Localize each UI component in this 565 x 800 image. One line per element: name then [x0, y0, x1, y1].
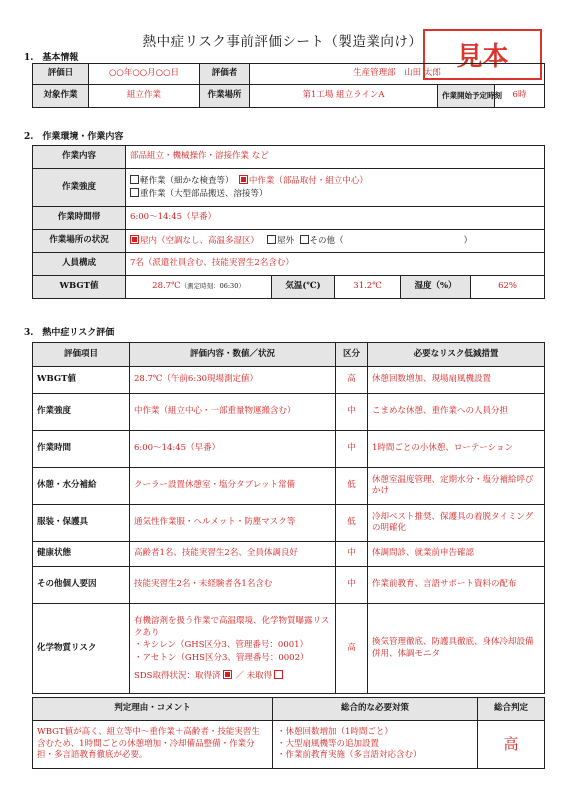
- start-value: 6時: [495, 85, 545, 108]
- risk-measure: 休憩室温度管理、定期水分・塩分補給呼びかけ: [368, 468, 545, 505]
- sds-status: SDS取得状況：取得済: [134, 670, 221, 681]
- opt-other: その他（: [309, 235, 344, 246]
- content-label: 作業内容: [33, 146, 126, 169]
- staff-label: 人員構成: [33, 253, 126, 276]
- risk-item: 作業強度: [33, 394, 130, 431]
- chem-line2: ・キシレン（GHS区分3、管理番号：0001）: [134, 640, 309, 651]
- risk-col-level: 区分: [336, 343, 368, 367]
- time-label: 作業時間帯: [33, 207, 126, 230]
- risk-measure: 休憩回数増加、現場扇風機設置: [368, 367, 545, 394]
- evaluator-label: 評価者: [200, 64, 250, 85]
- place-value: 第1工場 組立ラインA: [250, 85, 438, 108]
- risk-measure: こまめな休憩、重作業への人員分担: [368, 394, 545, 431]
- checkbox-sds-not-obtained[interactable]: [274, 670, 283, 679]
- checkbox-light[interactable]: [130, 175, 139, 184]
- risk-level: 低: [336, 505, 368, 542]
- staff-value: 7名（派遣社員含む、技能実習生2名含む）: [126, 253, 545, 276]
- sample-stamp: 見本: [423, 29, 542, 80]
- temp-value: 31.2℃: [335, 276, 401, 299]
- risk-content: 高齢者1名、技能実習生2名、全員体調良好: [130, 542, 336, 567]
- intensity-options: [126, 169, 545, 207]
- checkbox-indoor-checked[interactable]: [130, 235, 139, 244]
- place-label: 作業場所: [200, 85, 250, 108]
- risk-measure: 冷却ベスト推奨、保護具の着脱タイミングの明確化: [368, 505, 545, 542]
- risk-col-measure: 必要なリスク低減措置: [368, 343, 545, 367]
- risk-level-chemical: 高: [336, 604, 368, 694]
- chem-line1: 有機溶剤を扱う作業で高温環境、化学物質曝露リスクあり: [134, 615, 330, 639]
- place-status-label: 作業場所の状況: [33, 230, 126, 253]
- wbgt-value: 28.7℃: [152, 281, 181, 292]
- risk-item-chemical: 化学物質リスク: [33, 604, 130, 694]
- checkbox-heavy[interactable]: [130, 188, 139, 197]
- intensity-label: 作業強度: [33, 169, 126, 207]
- time-value: 6:00～14:45（早番）: [126, 207, 545, 230]
- table-row: [33, 468, 545, 505]
- opt-heavy: 重作業（大型部品搬送、溶接等）: [140, 188, 268, 199]
- table-row-chemical: [33, 604, 545, 694]
- temp-label: 気温(℃): [272, 276, 335, 299]
- opt-medium: 中作業（部品取付・組立中心）: [248, 176, 368, 187]
- risk-content: 通気性作業服・ヘルメット・防塵マスク等: [130, 505, 336, 542]
- risk-level: 中: [336, 431, 368, 468]
- overall-value: 高: [478, 721, 545, 769]
- humidity-value: 62%: [471, 276, 545, 299]
- reason-header: 判定理由・コメント: [33, 698, 273, 721]
- summary-measure-2: ・大型扇風機等の追加設置: [277, 738, 380, 749]
- section-env-heading: 2. 作業環境・作業内容: [24, 132, 124, 142]
- evaluator-value: 生産管理部 山田 太郎: [250, 64, 545, 85]
- work-label: 対象作業: [33, 85, 89, 108]
- content-value: 部品組立・機械操作・溶接作業 など: [126, 146, 545, 169]
- risk-level: 高: [336, 367, 368, 394]
- chem-line3: ・アセトン（GHS区分3、管理番号：0002）: [134, 652, 309, 663]
- risk-content: 中作業（組立中心・一部重量物運搬含む）: [130, 394, 336, 431]
- risk-level: 中: [336, 542, 368, 567]
- opt-outdoor: 屋外: [277, 235, 295, 246]
- risk-item: 服装・保護具: [33, 505, 130, 542]
- section-basic-heading: 1. 基本情報: [24, 53, 79, 63]
- risk-measure: 1時間ごとの小休憩、ローテーション: [368, 431, 545, 468]
- risk-item: 作業時間: [33, 431, 130, 468]
- basic-info-table: [32, 63, 545, 108]
- summary-measure-1: ・休憩回数増加（1時間ごと）: [277, 727, 393, 738]
- risk-measure-chemical: 換気管理徹底、防護具徹底、身体冷却設備併用、体調モニタ: [368, 604, 545, 694]
- wbgt-note: （測定時刻：06:30）: [180, 282, 245, 291]
- date-label: 評価日: [33, 64, 89, 85]
- risk-content: 技能実習生2名・未経験者各1名含む: [130, 567, 336, 604]
- table-row: [33, 431, 545, 468]
- date-value: ○○年○○月○○日: [89, 64, 200, 85]
- table-row: [33, 367, 545, 394]
- section-risk-heading: 3. 熱中症リスク評価: [24, 328, 115, 338]
- reason-text: WBGT値が高く、組立等中～重作業＋高齢者・技能実習生含むため、1時間ごとの休憩増加・冷却備品整備・作業分担・多言語教育徹底が必要。: [33, 721, 273, 769]
- risk-level: 中: [336, 567, 368, 604]
- opt-light: 軽作業（細かな検査等）: [140, 176, 234, 187]
- checkbox-sds-obtained[interactable]: [223, 670, 232, 679]
- risk-col-content: 評価内容・数値／状況: [130, 343, 336, 367]
- risk-level: 中: [336, 394, 368, 431]
- humidity-label: 湿度（%）: [401, 276, 471, 299]
- env-table: [32, 145, 545, 299]
- overall-header: 総合判定: [478, 698, 545, 721]
- summary-table: [32, 697, 545, 769]
- risk-item: 休憩・水分補給: [33, 468, 130, 505]
- risk-item: 健康状態: [33, 542, 130, 567]
- risk-measure: 体調問診、就業前申告確認: [368, 542, 545, 567]
- place-options: [126, 230, 545, 253]
- table-row: [33, 394, 545, 431]
- risk-item: WBGT値: [33, 367, 130, 394]
- checkbox-medium-checked[interactable]: [239, 175, 248, 184]
- risk-level: 低: [336, 468, 368, 505]
- start-label: 作業開始予定時刻: [438, 85, 495, 108]
- opt-other-end: ）: [463, 235, 473, 246]
- risk-table: [32, 342, 545, 694]
- table-row: [33, 567, 545, 604]
- risk-col-item: 評価項目: [33, 343, 130, 367]
- risk-content: クーラー設置休憩室・塩分タブレット常備: [130, 468, 336, 505]
- summary-measure-3: ・作業前教育実施（多言語対応含む）: [277, 750, 422, 761]
- checkbox-outdoor[interactable]: [267, 235, 276, 244]
- risk-measure: 作業前教育、言語サポート資料の配布: [368, 567, 545, 604]
- opt-indoor: 屋内（空調なし、高温多湿区）: [140, 235, 260, 246]
- page-title: 熱中症リスク事前評価シート（製造業向け）: [142, 34, 423, 50]
- measure-header: 総合的な必要対策: [273, 698, 478, 721]
- risk-content: 6:00～14:45（早番）: [130, 431, 336, 468]
- risk-content: 28.7℃（午前6:30現場測定値）: [130, 367, 336, 394]
- sds-not-obtained: ／ 未取得: [235, 670, 273, 681]
- risk-item: その他個人要因: [33, 567, 130, 604]
- checkbox-other[interactable]: [300, 235, 309, 244]
- wbgt-label: WBGT値: [33, 276, 126, 299]
- table-row: [33, 505, 545, 542]
- table-row: [33, 542, 545, 567]
- work-value: 組立作業: [89, 85, 200, 108]
